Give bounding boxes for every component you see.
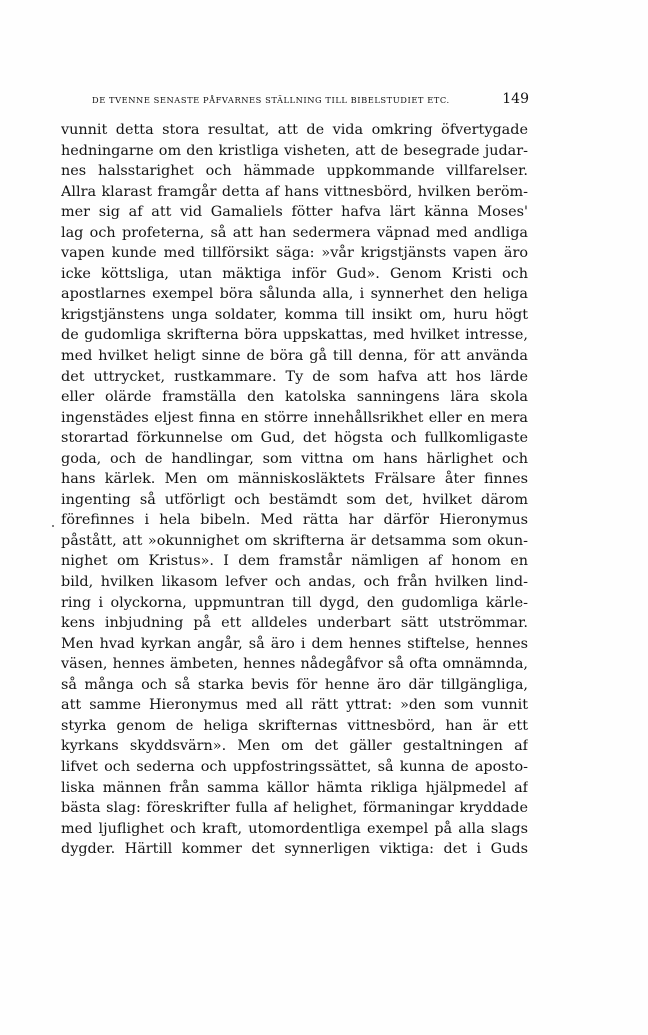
page-number: 149: [502, 91, 529, 107]
text-line: bild, hvilken likasom lefver och andas, och från hvilken lind-: [61, 574, 528, 591]
text-line: icke köttsliga, utan mäktiga inför Gud». Genom Kristi och: [61, 265, 528, 282]
text-line: apostlarnes exempel böra sålunda alla, i synnerhet den heliga: [61, 286, 528, 303]
text-line: lag och profeterna, så att han sedermera väpnad med andliga: [61, 224, 528, 241]
text-line: ingenting så utförligt och bestämdt som det, hvilket därom: [61, 491, 528, 508]
text-line: storartad förkunnelse om Gud, det högsta och fullkomligaste: [61, 430, 528, 447]
text-line: ring i olyckorna, uppmuntran till dygd, den gudomliga kärle-: [61, 594, 528, 611]
running-title: DE TVENNE SENASTE PÅFVARNES STÄLLNING TILL BIBELSTUDIET ETC.: [92, 95, 450, 105]
text-line: liska männen från samma källor hämta rikliga hjälpmedel af: [61, 779, 528, 796]
text-line: de gudomliga skrifterna böra uppskattas, med hvilket intresse,: [61, 327, 528, 344]
text-line: goda, och de handlingar, som vittna om hans härlighet och: [61, 450, 528, 467]
text-line: så många och så starka bevis för henne äro där tillgängliga,: [61, 676, 528, 693]
text-line: hans kärlek. Men om människosläktets Frälsare åter finnes: [61, 471, 528, 488]
text-line: väsen, hennes ämbeten, hennes nådegåfvor så ofta omnämnda,: [61, 656, 528, 673]
text-line: kyrkans skyddsvärn». Men om det gäller gestaltningen af: [61, 738, 528, 755]
text-line: nes halsstarighet och hämmade uppkommande villfarelser.: [61, 163, 528, 180]
text-line: krigstjänstens unga soldater, komma till insikt om, huru högt: [61, 306, 528, 323]
text-line: hedningarne om den kristliga visheten, att de besegrade judar-: [61, 142, 528, 159]
text-line: bästa slag: föreskrifter fulla af helighet, förmaningar kryddade: [61, 800, 528, 817]
text-line: ingenstädes eljest finna en större innehållsrikhet eller en mera: [61, 409, 528, 426]
text-line: Men hvad kyrkan angår, så äro i dem hennes stiftelse, hennes: [61, 635, 528, 652]
text-line: eller olärde framställa den katolska sanningens lära skola: [61, 389, 528, 406]
text-line: mer sig af att vid Gamaliels fötter hafva lärt känna Moses': [61, 204, 528, 221]
text-line: styrka genom de heliga skrifternas vittnesbörd, han är ett: [61, 717, 528, 734]
text-line: kens inbjudning på ett alldeles underbart sätt utströmmar.: [61, 615, 528, 632]
text-line: vapen kunde med tillförsikt säga: »vår krigstjänsts vapen äro: [61, 245, 528, 262]
text-line: med hvilket heligt sinne de böra gå till denna, för att använda: [61, 348, 528, 365]
text-line: med ljuflighet och kraft, utomordentliga exempel på alla slags: [61, 820, 528, 837]
text-line: vunnit detta stora resultat, att de vida omkring öfvertygade: [61, 122, 528, 138]
text-line: nighet om Kristus». I dem framstår nämligen af honom en: [61, 553, 528, 570]
body-text: [61, 120, 528, 860]
running-header: [92, 92, 529, 110]
text-line: Allra klarast framgår detta af hans vittnesbörd, hvilken beröm-: [61, 183, 528, 200]
text-line: lifvet och sederna och uppfostringssättet, så kunna de aposto-: [61, 758, 528, 775]
margin-mark: [52, 525, 54, 527]
text-line: dygder. Härtill kommer det synnerligen viktiga: det i Guds: [61, 841, 528, 858]
text-line: det uttrycket, rustkammare. Ty de som hafva att hos lärde: [61, 368, 528, 385]
text-line: påstått, att »okunnighet om skrifterna är detsamma som okun-: [61, 532, 528, 549]
text-line: förefinnes i hela bibeln. Med rätta har därför Hieronymus: [61, 512, 528, 529]
text-line: att samme Hieronymus med all rätt yttrat: »den som vunnit: [61, 697, 528, 714]
